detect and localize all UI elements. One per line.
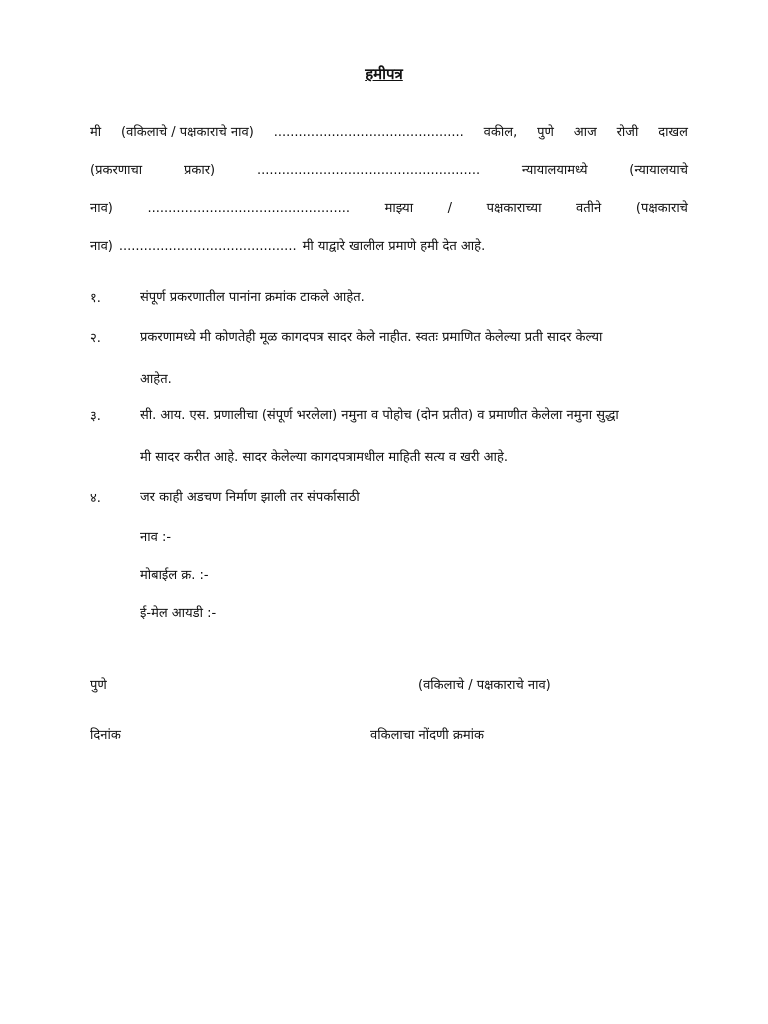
item-number: २. (90, 331, 101, 346)
contact-email-label: ई-मेल आयडी :- (140, 606, 217, 621)
footer-place: पुणे (90, 678, 107, 693)
intro-word: / (447, 201, 453, 216)
intro-word: रोजी (616, 125, 639, 140)
item-number: १. (90, 291, 101, 306)
item-row: जर काही अडचण निर्माण झाली तर संपर्कासाठी (140, 490, 360, 505)
intro-word: (पक्षकाराचे (635, 201, 688, 216)
footer-signatory: (वकिलाचे / पक्षकाराचे नाव) (418, 678, 551, 693)
item-row: मी सादर करीत आहे. सादर केलेल्या कागदपत्रामधील माहिती सत्य व खरी आहे. (140, 450, 508, 465)
footer-date-label: दिनांक (90, 728, 121, 743)
item-row: संपूर्ण प्रकरणातील पानांना क्रमांक टाकले आहेत. (140, 290, 365, 305)
intro-line-1 (90, 123, 688, 143)
footer-registration-label: वकिलाचा नोंदणी क्रमांक (370, 728, 485, 743)
item-text (140, 488, 688, 508)
item-number: ४. (90, 491, 101, 506)
intro-word: (न्यायालयाचे (629, 163, 688, 178)
intro-blank: ................................................. (147, 201, 350, 216)
intro-word: वकील, (483, 125, 518, 140)
intro-word: प्रकार) (183, 163, 216, 178)
contact-name-label: नाव :- (140, 530, 172, 545)
item-row: सी. आय. एस. प्रणालीचा (संपूर्ण भरलेला) नमुना व पोहोच (दोन प्रतीत) व प्रमाणीत केलेला नमुना सुद्धा (140, 408, 619, 423)
intro-word: न्यायालयामध्ये (521, 163, 588, 178)
intro-word: मी याद्वारे खालील प्रमाणे हमी देत आहे. (302, 239, 486, 254)
intro-word: पक्षकाराच्या (486, 201, 542, 216)
item-text (140, 288, 688, 308)
item-row: आहेत. (140, 372, 172, 387)
intro-word: (वकिलाचे / पक्षकाराचे नाव) (121, 125, 254, 140)
intro-word: पुणे (537, 125, 554, 140)
intro-word: माझ्या (384, 201, 414, 216)
page-title: हमीपत्र (365, 65, 403, 83)
intro-word: आज (573, 125, 597, 140)
intro-line-3 (90, 199, 688, 219)
intro-blank: ........................................... (118, 239, 297, 254)
intro-word: मी (90, 125, 102, 140)
item-text (140, 328, 688, 390)
intro-word: नाव) (90, 201, 113, 216)
contact-mobile-label: मोबाईल क्र. :- (140, 568, 209, 583)
item-row: प्रकरणामध्ये मी कोणतेही मूळ कागदपत्र सादर केले नाहीत. स्वतः प्रमाणित केलेल्या प्रती सादर केल्या (140, 330, 603, 345)
intro-blank: .............................................. (273, 125, 464, 140)
intro-blank: ...................................................... (256, 163, 481, 178)
intro-line-4 (90, 237, 688, 257)
intro-word: दाखल (658, 125, 688, 140)
intro-word: नाव) (90, 239, 113, 254)
item-text (140, 406, 688, 468)
item-number: ३. (90, 409, 101, 424)
intro-line-2 (90, 161, 688, 181)
intro-word: (प्रकरणाचा (90, 163, 143, 178)
intro-word: वतीने (576, 201, 602, 216)
